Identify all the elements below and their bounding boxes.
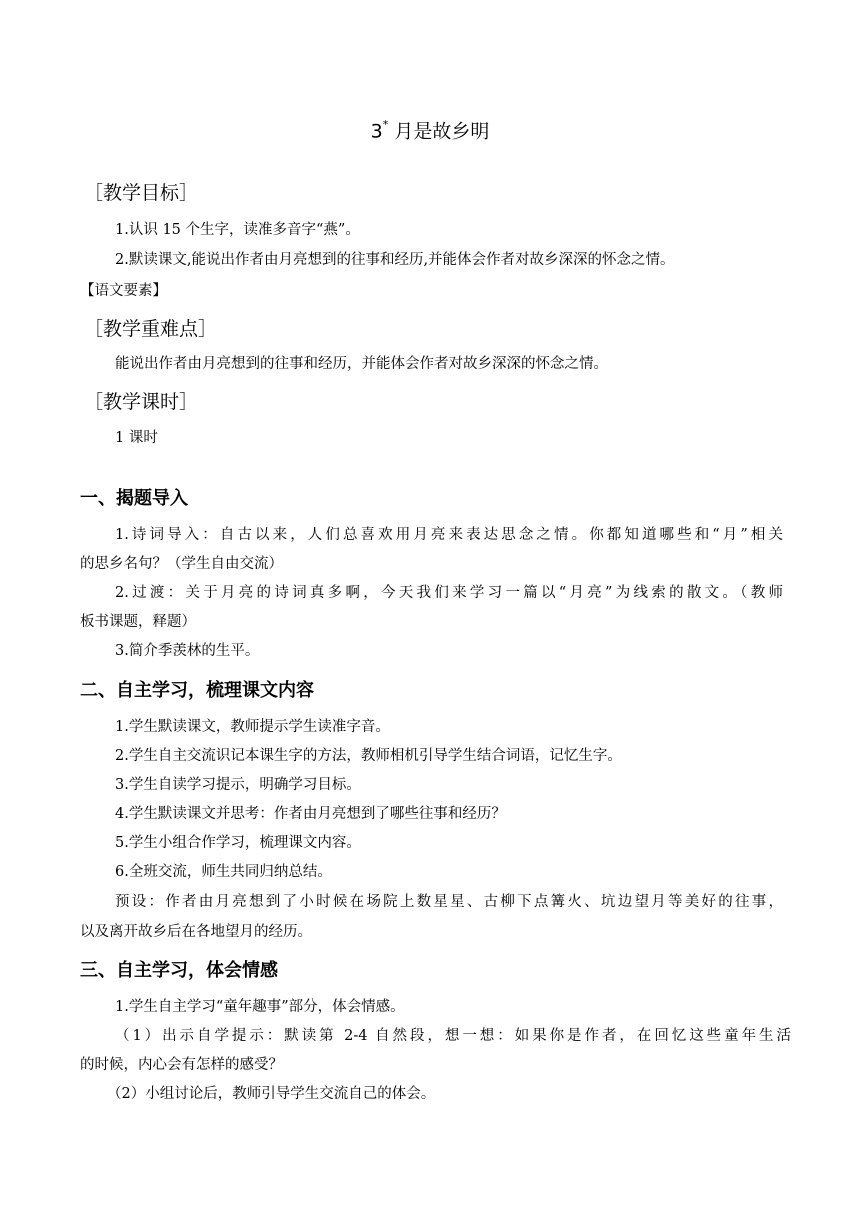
section-3-heading: 三、自主学习，体会情感 (80, 960, 278, 981)
self-study-mark: * (382, 118, 389, 131)
objective-item-1: 1.认识 15 个生字，读准多音字“燕”。 (115, 222, 360, 238)
section-2-preset-line-2: 以及离开故乡后在各地望月的经历。 (80, 924, 312, 940)
section-3-para-2-line-2: 的时候，内心会有怎样的感受？ (80, 1057, 283, 1073)
lesson-number: 3 (370, 120, 383, 143)
section-1-para-1-line-1: 1.诗词导入：自古以来，人们总喜欢用月亮来表达思念之情。你都知道哪些和“月”相关 (115, 527, 783, 543)
section-1-para-3: 3.简介季羡林的生平。 (115, 643, 260, 659)
hours-text: 1 课时 (115, 430, 158, 446)
section-2-item-1: 1.学生默读课文，教师提示学生读准字音。 (115, 719, 390, 735)
section-2-heading: 二、自主学习，梳理课文内容 (80, 680, 314, 701)
difficulty-text: 能说出作者由月亮想到的往事和经历，并能体会作者对故乡深深的怀念之情。 (115, 356, 608, 372)
section-1-heading: 一、揭题导入 (80, 488, 188, 509)
objectives-heading: ［教学目标］ (84, 182, 199, 204)
section-2-item-4: 4.学生默读课文并思考：作者由月亮想到了哪些往事和经历？ (115, 806, 506, 822)
section-2-item-2: 2.学生自主交流识记本课生字的方法，教师相机引导学生结合词语，记忆生字。 (115, 748, 622, 764)
section-1-para-2-line-2: 板书课题，释题） (80, 614, 196, 630)
section-2-item-5: 5.学生小组合作学习，梳理课文内容。 (115, 835, 361, 851)
section-3-para-1: 1.学生自主学习“童年趣事”部分，体会情感。 (115, 999, 405, 1015)
section-2-preset-line-1: 预设：作者由月亮想到了小时候在场院上数星星、古柳下点篝火、坑边望月等美好的往事， (115, 894, 783, 910)
section-2-item-3: 3.学生自读学习提示，明确学习目标。 (115, 777, 361, 793)
lesson-title-text: 月是故乡明 (394, 120, 490, 143)
difficulty-heading: ［教学重难点］ (84, 318, 218, 340)
hours-heading: ［教学课时］ (84, 391, 199, 413)
section-3-para-3: （2）小组讨论后，教师引导学生交流自己的体会。 (107, 1086, 436, 1102)
language-element-tag: 【语文要素】 (80, 283, 167, 299)
section-2-item-6: 6.全班交流，师生共同归纳总结。 (115, 864, 332, 880)
section-1-para-1-line-2: 的思乡名句？（学生自由交流） (80, 556, 283, 572)
section-3-para-2-line-1: （1）出示自学提示：默读第 2-4 自然段，想一想：如果你是作者，在回忆这些童年生活 (115, 1028, 791, 1044)
section-1-para-2-line-1: 2.过渡：关于月亮的诗词真多啊，今天我们来学习一篇以“月亮”为线索的散文。（教师 (115, 585, 783, 601)
lesson-title (0, 114, 860, 144)
objective-item-2: 2.默读课文,能说出作者由月亮想到的往事和经历,并能体会作者对故乡深深的怀念之情。 (115, 252, 675, 268)
